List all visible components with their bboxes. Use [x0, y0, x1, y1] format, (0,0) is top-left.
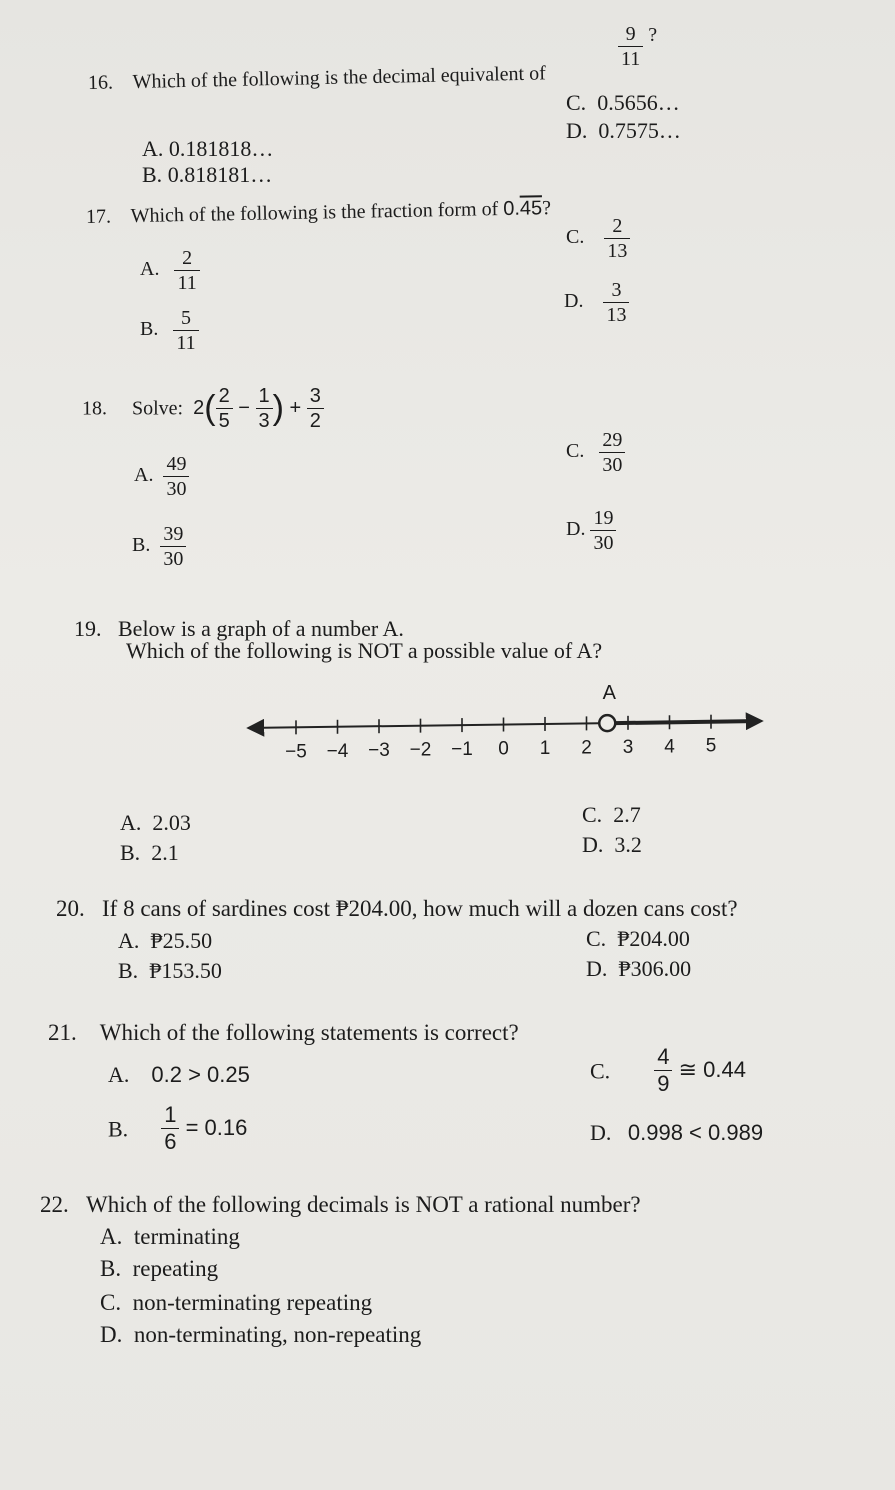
q21-option-d[interactable]: D. 0.998 < 0.989 — [590, 1120, 764, 1145]
number-line-tick-label: 1 — [539, 737, 551, 759]
number-line-tick-label: −2 — [409, 739, 432, 761]
q22-option-d[interactable]: D. non-terminating, non-repeating — [100, 1322, 422, 1347]
q16-option-c[interactable]: C. 0.5656… — [566, 90, 680, 115]
q20-option-d[interactable]: D. ₱306.00 — [586, 956, 692, 981]
q17-option-c[interactable]: C. $\frac{2}{13}$ — [566, 216, 630, 261]
q21-option-a[interactable]: A. 0.2 > 0.25 — [108, 1062, 250, 1087]
q22-option-b[interactable]: B. repeating — [100, 1256, 219, 1281]
q17-repeating-decimal: 0.45 — [503, 197, 543, 220]
number-line-tick-label: 0 — [498, 738, 509, 760]
q22-option-a[interactable]: A. terminating — [100, 1224, 240, 1249]
q20-option-b[interactable]: B. ₱153.50 — [118, 958, 222, 983]
number-line-tick-label: −4 — [326, 740, 349, 762]
number-line-tick-label: 3 — [622, 736, 634, 758]
q20-option-c[interactable]: C. ₱204.00 — [586, 926, 690, 951]
q17-stem: 17. Which of the following is the fraction form of 0.45? — [85, 197, 552, 228]
q17-option-d[interactable]: D. $\frac{3}{13}$ — [564, 280, 629, 325]
ray-right — [615, 721, 752, 723]
q19-option-a[interactable]: A. 2.03 — [120, 810, 191, 835]
point-label-a: A — [602, 682, 616, 705]
q16-option-b[interactable]: B. 0.818181… — [142, 162, 273, 187]
number-line-tick-label: 4 — [664, 736, 675, 758]
q19-option-b[interactable]: B. 2.1 — [120, 840, 179, 865]
q22-stem: 22. Which of the following decimals is NOT a rational number? — [40, 1192, 641, 1217]
q18-option-a[interactable]: A. $\frac{49}{30}$ — [134, 454, 189, 499]
q18-stem: 18. Solve: 2( $\frac{2}{5}$ − $\frac{1}{3}$ ) + $\frac{3}{2}$ — [82, 386, 324, 431]
number-line-tick-label: −5 — [285, 741, 307, 763]
q19-line2: Which of the following is NOT a possible value of A? — [126, 638, 603, 663]
number-line-tick-label: 2 — [581, 737, 592, 759]
q21-stem: 21. Which of the following statements is correct? — [48, 1020, 519, 1045]
q16-fraction: $\frac{9}{11}$ ? — [618, 24, 657, 69]
q16-option-d[interactable]: D. 0.7575… — [566, 118, 681, 143]
q18-option-b[interactable]: B. $\frac{39}{30}$ — [132, 524, 186, 569]
q16-option-a[interactable]: A. 0.181818… — [142, 136, 274, 161]
q19-number-line — [240, 676, 770, 776]
q20-option-a[interactable]: A. ₱25.50 — [118, 928, 213, 953]
number-line-tick-label: 5 — [705, 735, 717, 757]
q17-option-a[interactable]: A. $\frac{2}{11}$ — [140, 248, 200, 293]
q20-stem: 20. If 8 cans of sardines cost ₱204.00, how much will a dozen cans cost? — [56, 896, 738, 921]
q19-line1: 19. Below is a graph of a number A. — [74, 616, 404, 641]
q21-option-b[interactable]: B. $\frac{1}{6}$ = 0.16 — [108, 1102, 248, 1154]
q18-option-c[interactable]: C. $\frac{29}{30}$ — [566, 430, 625, 475]
q19-option-d[interactable]: D. 3.2 — [582, 832, 642, 857]
q22-option-c[interactable]: C. non-terminating repeating — [100, 1290, 373, 1315]
q19-option-c[interactable]: C. 2.7 — [582, 802, 641, 827]
q17-option-b[interactable]: B. $\frac{5}{11}$ — [140, 308, 199, 353]
q18-option-d[interactable]: D. $\frac{19}{30}$ — [566, 508, 616, 553]
q16-stem: 16. Which of the following is the decimal equivalent of — [87, 62, 546, 94]
number-line-tick-label: −1 — [451, 739, 473, 761]
number-line-tick-label: −3 — [368, 740, 390, 762]
open-circle-point — [599, 715, 615, 731]
q18-expression: 2( $\frac{2}{5}$ − $\frac{1}{3}$ ) + $\frac{3}{2}$ — [193, 397, 324, 419]
q21-option-c[interactable]: C. $\frac{4}{9}$ ≅ 0.44 — [590, 1044, 746, 1096]
